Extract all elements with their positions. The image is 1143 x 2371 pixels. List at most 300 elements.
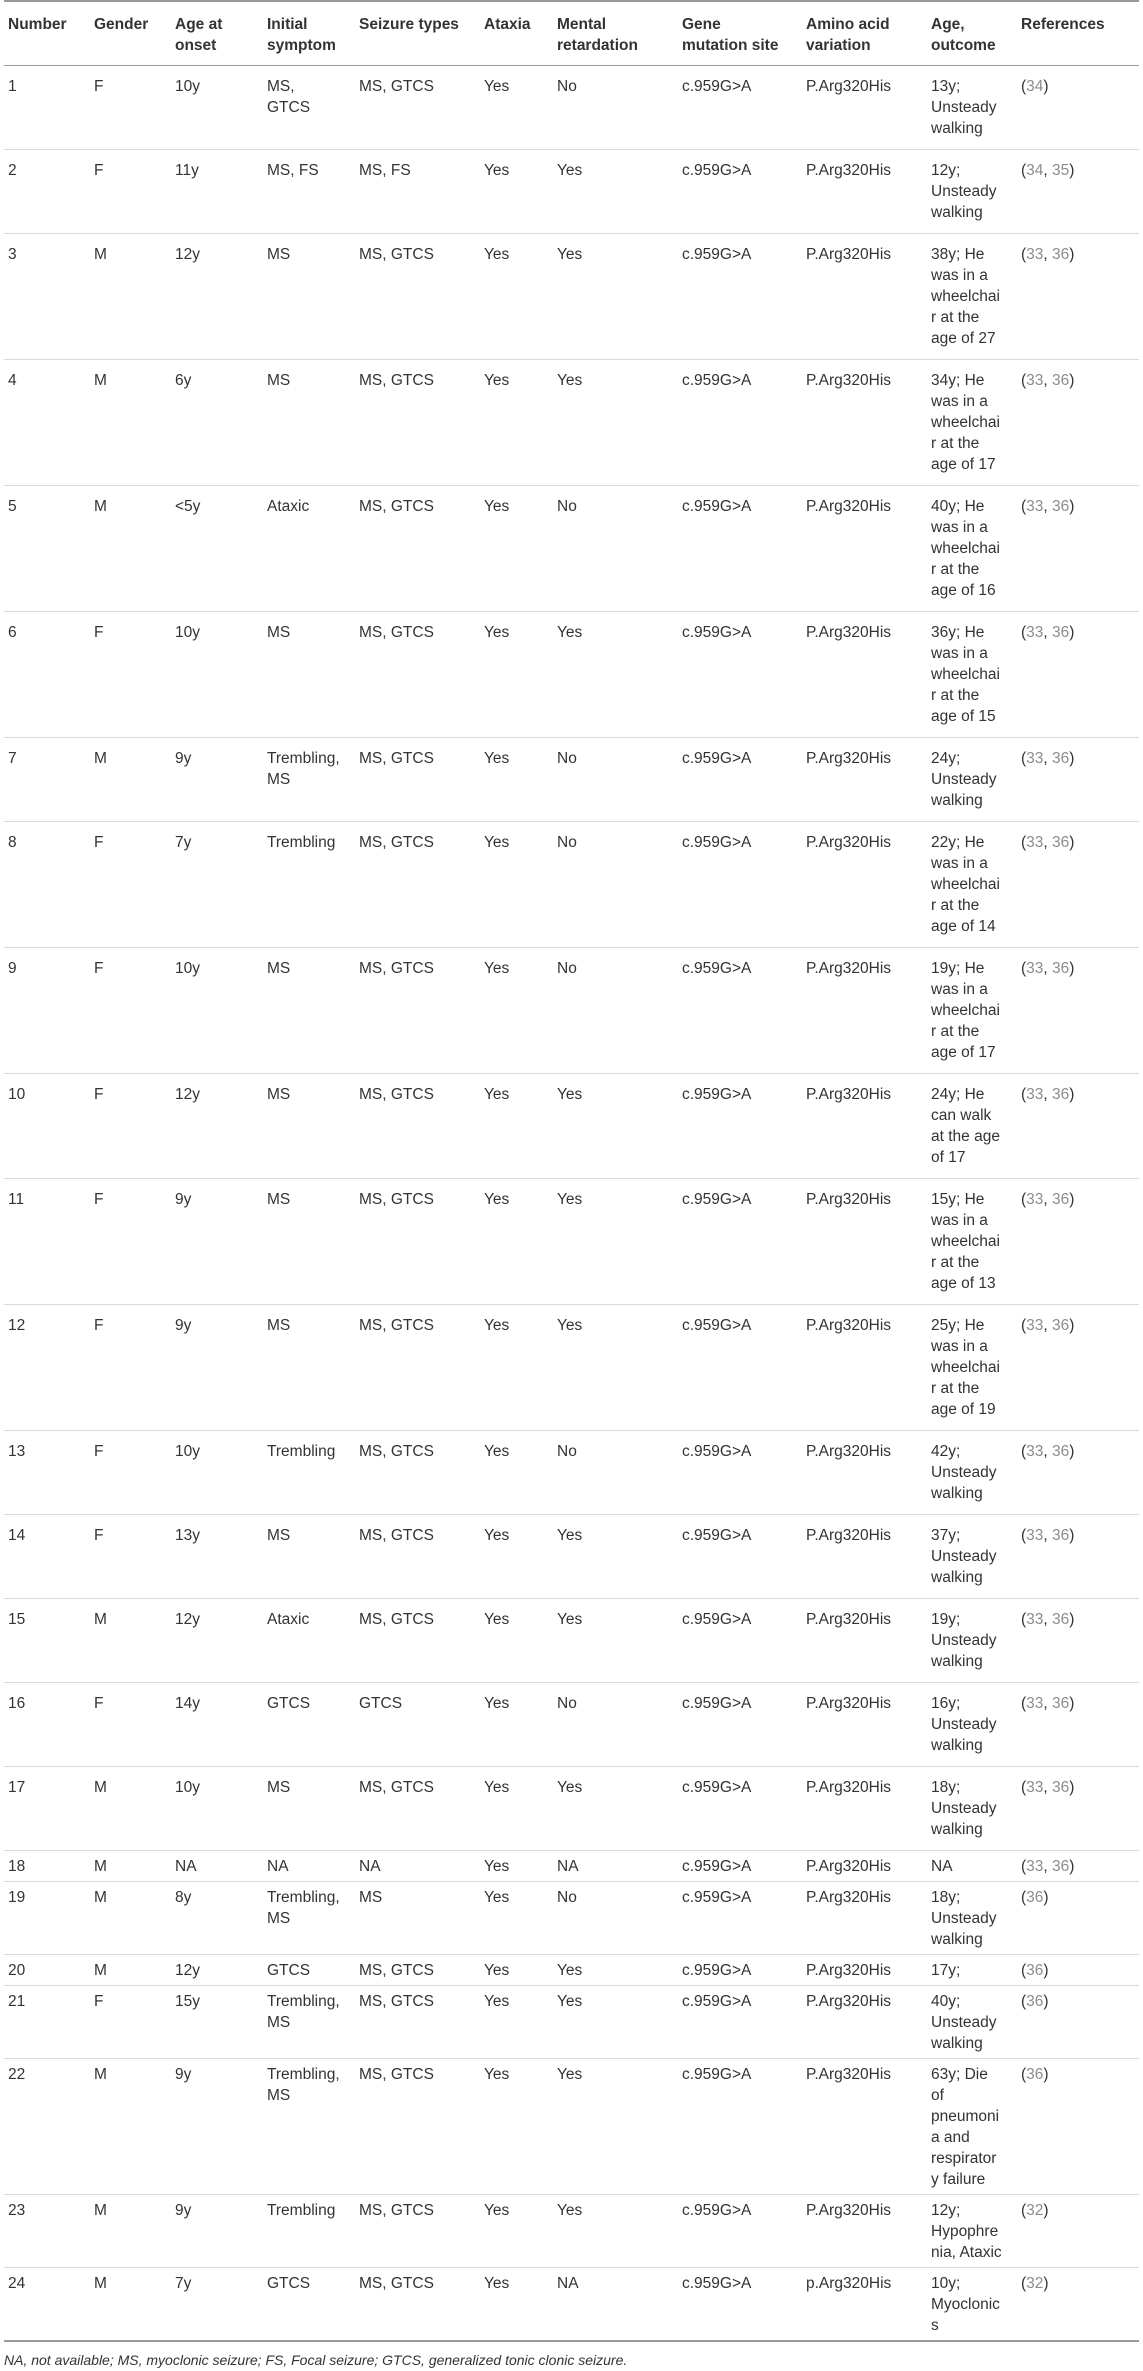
cell-ataxia: Yes <box>480 1955 553 1986</box>
cell-age-at-onset: 10y <box>171 66 263 150</box>
cell-mental-retardation: NA <box>553 1851 678 1882</box>
cell-gene-mutation-site: c.959G>A <box>678 1305 802 1431</box>
reference-link[interactable]: 36 <box>1052 1779 1070 1796</box>
cell-initial-symptom: Ataxic <box>263 1599 355 1683</box>
cell-number: 17 <box>4 1767 90 1851</box>
cell-amino-acid-variation: P.Arg320His <box>802 612 927 738</box>
cell-amino-acid-variation: P.Arg320His <box>802 486 927 612</box>
cell-amino-acid-variation: P.Arg320His <box>802 1179 927 1305</box>
patient-table <box>4 0 1139 2342</box>
cell-references: (33, 36) <box>1017 1179 1139 1305</box>
cell-gender: M <box>90 486 171 612</box>
cell-ataxia: Yes <box>480 150 553 234</box>
cell-number: 4 <box>4 360 90 486</box>
cell-gene-mutation-site: c.959G>A <box>678 1599 802 1683</box>
cell-age-outcome: 34y; He was in a wheelchair at the age of 17 <box>927 360 1017 486</box>
table-row <box>4 486 1139 612</box>
reference-link[interactable]: 33 <box>1026 1191 1044 1208</box>
cell-age-at-onset: 6y <box>171 360 263 486</box>
cell-amino-acid-variation: P.Arg320His <box>802 2059 927 2195</box>
cell-amino-acid-variation: P.Arg320His <box>802 1767 927 1851</box>
reference-link[interactable]: 33 <box>1026 1317 1044 1334</box>
cell-age-at-onset: 12y <box>171 1955 263 1986</box>
cell-initial-symptom: MS <box>263 1179 355 1305</box>
cell-references: (36) <box>1017 1986 1139 2059</box>
reference-link[interactable]: 36 <box>1052 1858 1070 1875</box>
cell-amino-acid-variation: P.Arg320His <box>802 1431 927 1515</box>
reference-link[interactable]: 36 <box>1052 960 1070 977</box>
cell-seizure-types: NA <box>355 1851 480 1882</box>
cell-seizure-types: MS, GTCS <box>355 1179 480 1305</box>
cell-gene-mutation-site: c.959G>A <box>678 1683 802 1767</box>
reference-link[interactable]: 36 <box>1052 834 1070 851</box>
reference-link[interactable]: 36 <box>1026 2066 1044 2083</box>
cell-ataxia: Yes <box>480 822 553 948</box>
table-row <box>4 2059 1139 2195</box>
cell-seizure-types: MS, GTCS <box>355 738 480 822</box>
cell-mental-retardation: No <box>553 1882 678 1955</box>
cell-ataxia: Yes <box>480 948 553 1074</box>
cell-mental-retardation: Yes <box>553 1305 678 1431</box>
table-row <box>4 738 1139 822</box>
reference-link[interactable]: 36 <box>1052 498 1070 515</box>
cell-gender: M <box>90 1767 171 1851</box>
cell-initial-symptom: Trembling <box>263 2195 355 2268</box>
header-gender: Gender <box>90 1 171 66</box>
reference-link[interactable]: 36 <box>1052 1611 1070 1628</box>
reference-link[interactable]: 33 <box>1026 1779 1044 1796</box>
cell-gene-mutation-site: c.959G>A <box>678 66 802 150</box>
cell-amino-acid-variation: P.Arg320His <box>802 822 927 948</box>
reference-link[interactable]: 33 <box>1026 498 1044 515</box>
cell-age-outcome: 13y; Unsteady walking <box>927 66 1017 150</box>
cell-age-at-onset: 15y <box>171 1986 263 2059</box>
cell-references: (33, 36) <box>1017 1851 1139 1882</box>
cell-amino-acid-variation: P.Arg320His <box>802 2195 927 2268</box>
cell-number: 7 <box>4 738 90 822</box>
reference-link[interactable]: 36 <box>1026 1962 1044 1979</box>
cell-references: (33, 36) <box>1017 360 1139 486</box>
cell-gene-mutation-site: c.959G>A <box>678 150 802 234</box>
cell-mental-retardation: Yes <box>553 2059 678 2195</box>
cell-age-outcome: 12y; Hypophrenia, Ataxic <box>927 2195 1017 2268</box>
cell-initial-symptom: NA <box>263 1851 355 1882</box>
cell-gene-mutation-site: c.959G>A <box>678 2268 802 2342</box>
cell-age-outcome: 24y; He can walk at the age of 17 <box>927 1074 1017 1179</box>
cell-amino-acid-variation: P.Arg320His <box>802 1515 927 1599</box>
cell-initial-symptom: Ataxic <box>263 486 355 612</box>
cell-amino-acid-variation: P.Arg320His <box>802 1851 927 1882</box>
reference-link[interactable]: 32 <box>1026 2275 1044 2292</box>
table-row <box>4 360 1139 486</box>
cell-references: (33, 36) <box>1017 1599 1139 1683</box>
reference-link[interactable]: 36 <box>1052 246 1070 263</box>
cell-age-at-onset: 12y <box>171 1074 263 1179</box>
cell-amino-acid-variation: P.Arg320His <box>802 1986 927 2059</box>
cell-initial-symptom: Trembling <box>263 822 355 948</box>
cell-gender: F <box>90 1074 171 1179</box>
cell-gene-mutation-site: c.959G>A <box>678 822 802 948</box>
cell-gender: F <box>90 1179 171 1305</box>
cell-ataxia: Yes <box>480 1599 553 1683</box>
table-row <box>4 1599 1139 1683</box>
reference-link[interactable]: 35 <box>1052 162 1070 179</box>
cell-amino-acid-variation: P.Arg320His <box>802 1683 927 1767</box>
cell-mental-retardation: NA <box>553 2268 678 2342</box>
reference-link[interactable]: 34 <box>1026 162 1044 179</box>
cell-number: 15 <box>4 1599 90 1683</box>
cell-references: (36) <box>1017 1955 1139 1986</box>
table-footnote: NA, not available; MS, myoclonic seizure; FS, Focal seizure; GTCS, generalized tonic clonic seizure. <box>4 2352 628 2368</box>
cell-references: (33, 36) <box>1017 1305 1139 1431</box>
cell-number: 12 <box>4 1305 90 1431</box>
cell-gender: M <box>90 1882 171 1955</box>
cell-seizure-types: MS <box>355 1882 480 1955</box>
cell-gene-mutation-site: c.959G>A <box>678 1955 802 1986</box>
header-ataxia: Ataxia <box>480 1 553 66</box>
cell-mental-retardation: No <box>553 66 678 150</box>
cell-seizure-types: MS, GTCS <box>355 1305 480 1431</box>
cell-seizure-types: MS, GTCS <box>355 612 480 738</box>
reference-link[interactable]: 33 <box>1026 246 1044 263</box>
cell-seizure-types: MS, GTCS <box>355 1074 480 1179</box>
cell-mental-retardation: Yes <box>553 234 678 360</box>
cell-age-at-onset: NA <box>171 1851 263 1882</box>
reference-link[interactable]: 33 <box>1026 1086 1044 1103</box>
cell-number: 16 <box>4 1683 90 1767</box>
reference-link[interactable]: 36 <box>1052 1191 1070 1208</box>
cell-initial-symptom: Trembling, MS <box>263 1986 355 2059</box>
cell-amino-acid-variation: P.Arg320His <box>802 360 927 486</box>
cell-gender: F <box>90 1305 171 1431</box>
table-row <box>4 1431 1139 1515</box>
cell-gene-mutation-site: c.959G>A <box>678 1767 802 1851</box>
cell-gender: M <box>90 2268 171 2342</box>
cell-references: (33, 36) <box>1017 1515 1139 1599</box>
table-row <box>4 948 1139 1074</box>
reference-link[interactable]: 36 <box>1052 1527 1070 1544</box>
cell-amino-acid-variation: P.Arg320His <box>802 1882 927 1955</box>
cell-ataxia: Yes <box>480 1515 553 1599</box>
cell-references: (34) <box>1017 66 1139 150</box>
cell-age-outcome: 24y; Unsteady walking <box>927 738 1017 822</box>
cell-number: 24 <box>4 2268 90 2342</box>
cell-age-outcome: 38y; He was in a wheelchair at the age of 27 <box>927 234 1017 360</box>
cell-number: 23 <box>4 2195 90 2268</box>
reference-link[interactable]: 36 <box>1052 1317 1070 1334</box>
table-row <box>4 1683 1139 1767</box>
table-row <box>4 1767 1139 1851</box>
reference-link[interactable]: 33 <box>1026 1695 1044 1712</box>
cell-ataxia: Yes <box>480 738 553 822</box>
cell-age-at-onset: 9y <box>171 1179 263 1305</box>
cell-gender: F <box>90 150 171 234</box>
cell-number: 9 <box>4 948 90 1074</box>
cell-age-at-onset: <5y <box>171 486 263 612</box>
cell-seizure-types: MS, GTCS <box>355 822 480 948</box>
cell-mental-retardation: No <box>553 486 678 612</box>
cell-age-outcome: 22y; He was in a wheelchair at the age of 14 <box>927 822 1017 948</box>
cell-ataxia: Yes <box>480 1074 553 1179</box>
cell-age-outcome: 18y; Unsteady walking <box>927 1767 1017 1851</box>
cell-initial-symptom: Trembling <box>263 1431 355 1515</box>
cell-mental-retardation: Yes <box>553 150 678 234</box>
cell-ataxia: Yes <box>480 2268 553 2342</box>
cell-number: 1 <box>4 66 90 150</box>
cell-age-at-onset: 10y <box>171 612 263 738</box>
reference-link[interactable]: 33 <box>1026 624 1044 641</box>
cell-age-outcome: NA <box>927 1851 1017 1882</box>
cell-gender: F <box>90 66 171 150</box>
cell-ataxia: Yes <box>480 2195 553 2268</box>
cell-seizure-types: MS, GTCS <box>355 1515 480 1599</box>
reference-link[interactable]: 33 <box>1026 960 1044 977</box>
cell-gene-mutation-site: c.959G>A <box>678 2195 802 2268</box>
cell-initial-symptom: MS <box>263 1515 355 1599</box>
cell-gene-mutation-site: c.959G>A <box>678 1431 802 1515</box>
cell-gender: M <box>90 1599 171 1683</box>
cell-number: 3 <box>4 234 90 360</box>
cell-ataxia: Yes <box>480 66 553 150</box>
cell-gender: M <box>90 2059 171 2195</box>
cell-mental-retardation: Yes <box>553 1767 678 1851</box>
cell-age-at-onset: 12y <box>171 1599 263 1683</box>
cell-references: (33, 36) <box>1017 822 1139 948</box>
cell-number: 22 <box>4 2059 90 2195</box>
cell-age-at-onset: 9y <box>171 2195 263 2268</box>
cell-ataxia: Yes <box>480 1179 553 1305</box>
cell-initial-symptom: Trembling, MS <box>263 1882 355 1955</box>
cell-amino-acid-variation: p.Arg320His <box>802 2268 927 2342</box>
table-body <box>4 66 1139 2342</box>
cell-gender: F <box>90 948 171 1074</box>
cell-age-outcome: 42y; Unsteady walking <box>927 1431 1017 1515</box>
cell-gender: F <box>90 1986 171 2059</box>
cell-initial-symptom: GTCS <box>263 1955 355 1986</box>
table-row <box>4 66 1139 150</box>
cell-initial-symptom: GTCS <box>263 1683 355 1767</box>
cell-initial-symptom: GTCS <box>263 2268 355 2342</box>
reference-link[interactable]: 36 <box>1052 1086 1070 1103</box>
cell-ataxia: Yes <box>480 486 553 612</box>
reference-link[interactable]: 33 <box>1026 372 1044 389</box>
reference-link[interactable]: 33 <box>1026 1527 1044 1544</box>
cell-gender: M <box>90 1851 171 1882</box>
cell-ataxia: Yes <box>480 612 553 738</box>
cell-references: (34, 35) <box>1017 150 1139 234</box>
table-row <box>4 1851 1139 1882</box>
cell-number: 21 <box>4 1986 90 2059</box>
reference-link[interactable]: 36 <box>1026 1889 1044 1906</box>
cell-references: (36) <box>1017 2059 1139 2195</box>
reference-link[interactable]: 33 <box>1026 1443 1044 1460</box>
table-row <box>4 612 1139 738</box>
cell-amino-acid-variation: P.Arg320His <box>802 1599 927 1683</box>
table-row <box>4 234 1139 360</box>
cell-amino-acid-variation: P.Arg320His <box>802 948 927 1074</box>
header-age-at-onset: Age at onset <box>171 1 263 66</box>
cell-number: 20 <box>4 1955 90 1986</box>
cell-age-outcome: 63y; Die of pneumonia and respiratory failure <box>927 2059 1017 2195</box>
reference-link[interactable]: 36 <box>1052 1695 1070 1712</box>
cell-age-outcome: 37y; Unsteady walking <box>927 1515 1017 1599</box>
cell-initial-symptom: Trembling, MS <box>263 738 355 822</box>
table-row <box>4 822 1139 948</box>
cell-references: (33, 36) <box>1017 486 1139 612</box>
header-references: References <box>1017 1 1139 66</box>
cell-references: (33, 36) <box>1017 1074 1139 1179</box>
cell-age-outcome: 25y; He was in a wheelchair at the age of 19 <box>927 1305 1017 1431</box>
reference-link[interactable]: 36 <box>1052 372 1070 389</box>
cell-mental-retardation: Yes <box>553 360 678 486</box>
cell-initial-symptom: MS <box>263 612 355 738</box>
table-row <box>4 1986 1139 2059</box>
cell-age-at-onset: 10y <box>171 948 263 1074</box>
cell-number: 6 <box>4 612 90 738</box>
cell-age-outcome: 10y; Myoclonics <box>927 2268 1017 2342</box>
cell-age-at-onset: 9y <box>171 2059 263 2195</box>
cell-number: 2 <box>4 150 90 234</box>
cell-ataxia: Yes <box>480 1882 553 1955</box>
cell-gene-mutation-site: c.959G>A <box>678 234 802 360</box>
reference-link[interactable]: 33 <box>1026 750 1044 767</box>
cell-age-at-onset: 7y <box>171 2268 263 2342</box>
cell-ataxia: Yes <box>480 1851 553 1882</box>
cell-age-outcome: 19y; Unsteady walking <box>927 1599 1017 1683</box>
cell-age-outcome: 16y; Unsteady walking <box>927 1683 1017 1767</box>
cell-gender: F <box>90 822 171 948</box>
cell-seizure-types: MS, GTCS <box>355 1955 480 1986</box>
cell-seizure-types: MS, GTCS <box>355 234 480 360</box>
cell-age-outcome: 40y; Unsteady walking <box>927 1986 1017 2059</box>
cell-number: 14 <box>4 1515 90 1599</box>
cell-mental-retardation: Yes <box>553 612 678 738</box>
header-mental-retardation: Mental retardation <box>553 1 678 66</box>
cell-age-outcome: 18y; Unsteady walking <box>927 1882 1017 1955</box>
cell-references: (33, 36) <box>1017 1767 1139 1851</box>
reference-link[interactable]: 36 <box>1052 1443 1070 1460</box>
cell-age-at-onset: 9y <box>171 738 263 822</box>
cell-seizure-types: MS, GTCS <box>355 1767 480 1851</box>
cell-mental-retardation: No <box>553 822 678 948</box>
reference-link[interactable]: 32 <box>1026 2202 1044 2219</box>
header-row <box>4 1 1139 66</box>
table-header <box>4 1 1139 66</box>
header-age-outcome: Age, outcome <box>927 1 1017 66</box>
reference-link[interactable]: 33 <box>1026 1611 1044 1628</box>
cell-seizure-types: MS, GTCS <box>355 948 480 1074</box>
cell-initial-symptom: MS <box>263 948 355 1074</box>
cell-initial-symptom: MS <box>263 234 355 360</box>
cell-mental-retardation: Yes <box>553 1179 678 1305</box>
cell-gender: M <box>90 234 171 360</box>
table-row <box>4 1305 1139 1431</box>
cell-references: (33, 36) <box>1017 948 1139 1074</box>
cell-seizure-types: MS, GTCS <box>355 1599 480 1683</box>
cell-ataxia: Yes <box>480 1683 553 1767</box>
header-seizure-types: Seizure types <box>355 1 480 66</box>
cell-age-at-onset: 11y <box>171 150 263 234</box>
cell-age-at-onset: 9y <box>171 1305 263 1431</box>
cell-initial-symptom: MS <box>263 1074 355 1179</box>
reference-link[interactable]: 33 <box>1026 834 1044 851</box>
cell-gene-mutation-site: c.959G>A <box>678 1851 802 1882</box>
reference-link[interactable]: 36 <box>1052 624 1070 641</box>
cell-references: (33, 36) <box>1017 1683 1139 1767</box>
table-row <box>4 1882 1139 1955</box>
cell-gene-mutation-site: c.959G>A <box>678 948 802 1074</box>
cell-initial-symptom: MS <box>263 1305 355 1431</box>
cell-gene-mutation-site: c.959G>A <box>678 360 802 486</box>
cell-age-at-onset: 8y <box>171 1882 263 1955</box>
reference-link[interactable]: 36 <box>1026 1993 1044 2010</box>
cell-amino-acid-variation: P.Arg320His <box>802 150 927 234</box>
reference-link[interactable]: 33 <box>1026 1858 1044 1875</box>
cell-mental-retardation: Yes <box>553 1074 678 1179</box>
cell-age-outcome: 12y; Unsteady walking <box>927 150 1017 234</box>
cell-gender: F <box>90 612 171 738</box>
cell-gene-mutation-site: c.959G>A <box>678 1179 802 1305</box>
cell-age-at-onset: 13y <box>171 1515 263 1599</box>
cell-age-outcome: 36y; He was in a wheelchair at the age of 15 <box>927 612 1017 738</box>
cell-mental-retardation: Yes <box>553 1515 678 1599</box>
cell-gender: M <box>90 738 171 822</box>
reference-link[interactable]: 34 <box>1026 78 1044 95</box>
cell-references: (33, 36) <box>1017 1431 1139 1515</box>
cell-age-at-onset: 10y <box>171 1431 263 1515</box>
cell-references: (33, 36) <box>1017 234 1139 360</box>
reference-link[interactable]: 36 <box>1052 750 1070 767</box>
cell-mental-retardation: Yes <box>553 1955 678 1986</box>
cell-amino-acid-variation: P.Arg320His <box>802 66 927 150</box>
cell-gender: M <box>90 360 171 486</box>
cell-gene-mutation-site: c.959G>A <box>678 612 802 738</box>
cell-ataxia: Yes <box>480 1431 553 1515</box>
cell-initial-symptom: MS <box>263 1767 355 1851</box>
cell-number: 11 <box>4 1179 90 1305</box>
cell-amino-acid-variation: P.Arg320His <box>802 234 927 360</box>
cell-references: (33, 36) <box>1017 738 1139 822</box>
cell-age-at-onset: 14y <box>171 1683 263 1767</box>
cell-gender: F <box>90 1515 171 1599</box>
cell-seizure-types: MS, FS <box>355 150 480 234</box>
cell-references: (32) <box>1017 2268 1139 2342</box>
cell-number: 5 <box>4 486 90 612</box>
table-row <box>4 150 1139 234</box>
cell-ataxia: Yes <box>480 1305 553 1431</box>
cell-ataxia: Yes <box>480 360 553 486</box>
cell-seizure-types: MS, GTCS <box>355 2059 480 2195</box>
cell-seizure-types: MS, GTCS <box>355 1986 480 2059</box>
cell-seizure-types: MS, GTCS <box>355 2268 480 2342</box>
cell-initial-symptom: MS, FS <box>263 150 355 234</box>
cell-references: (32) <box>1017 2195 1139 2268</box>
cell-gender: M <box>90 2195 171 2268</box>
cell-seizure-types: MS, GTCS <box>355 2195 480 2268</box>
cell-gene-mutation-site: c.959G>A <box>678 738 802 822</box>
table-row <box>4 1074 1139 1179</box>
cell-age-at-onset: 10y <box>171 1767 263 1851</box>
cell-initial-symptom: MS <box>263 360 355 486</box>
cell-age-at-onset: 7y <box>171 822 263 948</box>
cell-number: 13 <box>4 1431 90 1515</box>
cell-mental-retardation: No <box>553 948 678 1074</box>
cell-mental-retardation: Yes <box>553 1986 678 2059</box>
cell-ataxia: Yes <box>480 1986 553 2059</box>
cell-gene-mutation-site: c.959G>A <box>678 2059 802 2195</box>
cell-age-outcome: 19y; He was in a wheelchair at the age of 17 <box>927 948 1017 1074</box>
table-row <box>4 2268 1139 2342</box>
